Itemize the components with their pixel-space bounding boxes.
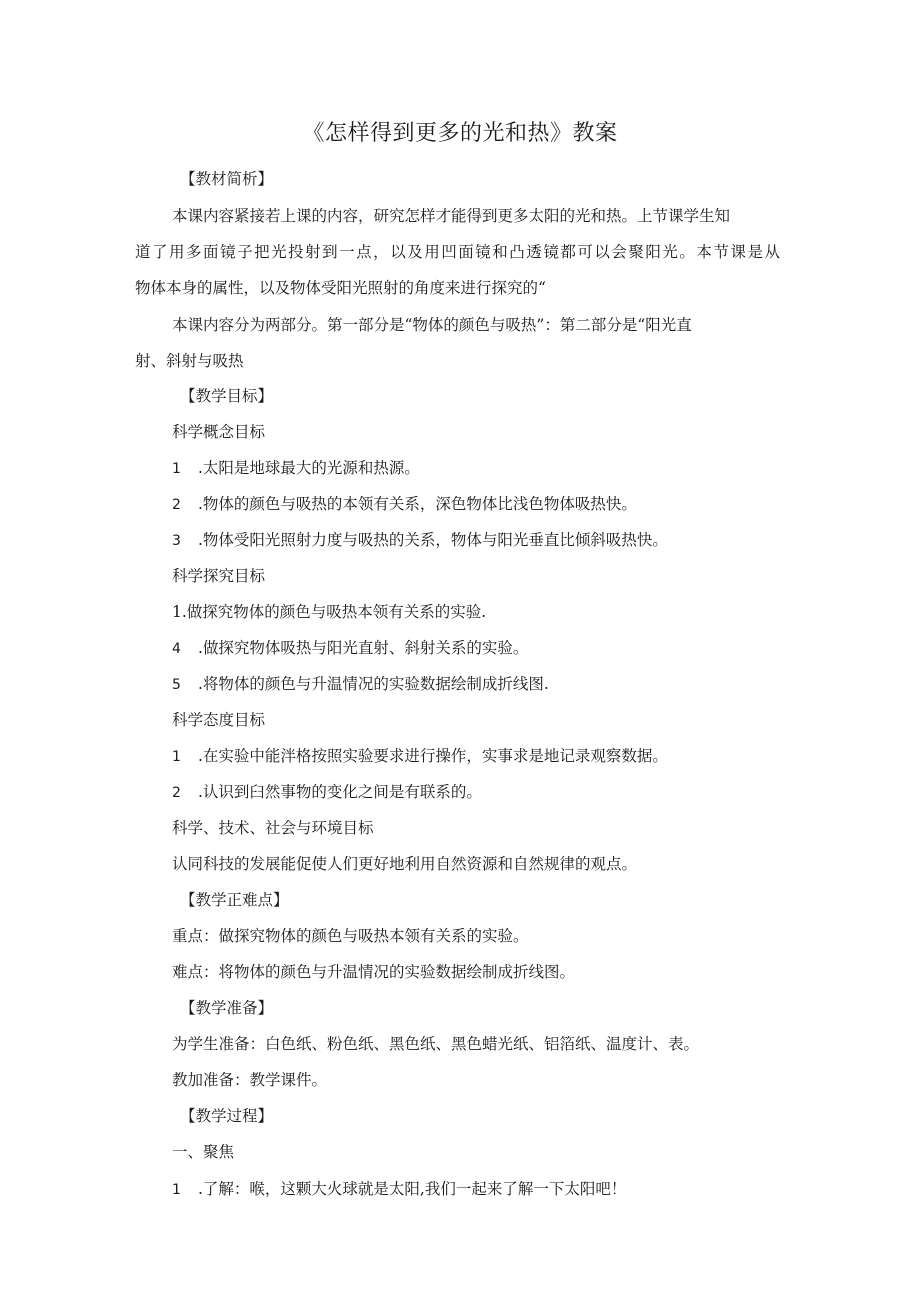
section-heading-material: 【教材简析】 <box>180 170 274 188</box>
list-number: 1 <box>172 461 181 477</box>
list-number: 4 <box>172 641 181 657</box>
subheading-inquiry: 科学探究目标 <box>172 567 266 585</box>
list-number: 2 <box>172 497 181 513</box>
list-text: .物体的颜色与吸热的本领有关系，深色物体比浅色物体吸热快。 <box>198 495 637 513</box>
list-text: .做探究物体吸热与阳光直射、斜射关系的实验。 <box>198 639 529 657</box>
section-heading-goals: 【教学目标】 <box>180 387 274 405</box>
list-number: 2 <box>172 785 181 801</box>
paragraph-line: 射、斜射与吸热 <box>135 352 244 370</box>
list-item <box>172 745 668 768</box>
list-text: .太阳是地球最大的光源和热源。 <box>198 459 420 477</box>
list-text: .认识到臼然事物的变化之间是有联系的。 <box>198 783 482 801</box>
list-item <box>172 529 668 552</box>
list-item <box>172 457 420 480</box>
list-number: 1 <box>172 1182 181 1198</box>
paragraph-line: 本课内容分为两部分。第一部分是“物体的颜色与吸热”：第二部分是“阳光直 <box>172 316 692 334</box>
subheading-step: 一、聚焦 <box>172 1143 235 1161</box>
list-item <box>172 673 549 696</box>
list-item <box>172 637 528 660</box>
list-number: 5 <box>172 677 181 693</box>
section-heading-key-points: 【教学正难点】 <box>180 891 289 909</box>
paragraph-line: 道了用多面镜子把光投射到一点，以及用凹面镜和凸透镜都可以会聚阳光。本节课是从 <box>135 243 780 261</box>
list-item: 1.做探究物体的颜色与吸热本领有关系的实验. <box>172 603 487 621</box>
list-item <box>172 781 482 804</box>
paragraph-line: 认同科技的发展能促使人们更好地利用自然资源和自然规律的观点。 <box>172 855 638 873</box>
paragraph-line: 重点：做探究物体的颜色与吸热本领有关系的实验。 <box>172 927 529 945</box>
subheading-attitude: 科学态度目标 <box>172 711 266 729</box>
list-text: .将物体的颜色与升温情况的实验数据绘制成折线图. <box>198 675 549 693</box>
list-number: 1 <box>172 749 181 765</box>
subheading-sts: 科学、技术、社会与环境目标 <box>172 819 374 837</box>
list-item <box>172 493 637 516</box>
paragraph-line: 为学生准备：白色纸、粉色纸、黑色纸、黑色蜡光纸、铝箔纸、温度计、表。 <box>172 1035 700 1053</box>
list-text: .物体受阳光照射力度与吸热的关系，物体与阳光垂直比倾斜吸热快。 <box>198 531 668 549</box>
section-heading-preparation: 【教学准备】 <box>180 999 274 1017</box>
paragraph-line: 物体本身的属性，以及物体受阳光照射的角度来进行探究的“ <box>135 279 546 297</box>
list-text: .了解：喉，这颗大火球就是太阳,我们一起来了解一下太阳吧！ <box>198 1180 627 1198</box>
paragraph-line: 教加准备：教学课件。 <box>172 1071 328 1089</box>
list-number: 3 <box>172 533 181 549</box>
subheading-concept: 科学概念目标 <box>172 423 266 441</box>
paragraph-line: 本课内容紧接若上课的内容，研究怎样才能得到更多太阳的光和热。上节课学生知 <box>172 207 731 225</box>
paragraph-line: 难点：将物体的颜色与升温情况的实验数据绘制成折线图。 <box>172 963 576 981</box>
section-heading-process: 【教学过程】 <box>180 1107 274 1125</box>
list-item <box>172 1178 626 1201</box>
document-title: 《怎样得到更多的光和热》教案 <box>302 121 618 146</box>
list-text: .在实验中能泮格按照实验要求进行操作，实事求是地记录观察数据。 <box>198 747 668 765</box>
